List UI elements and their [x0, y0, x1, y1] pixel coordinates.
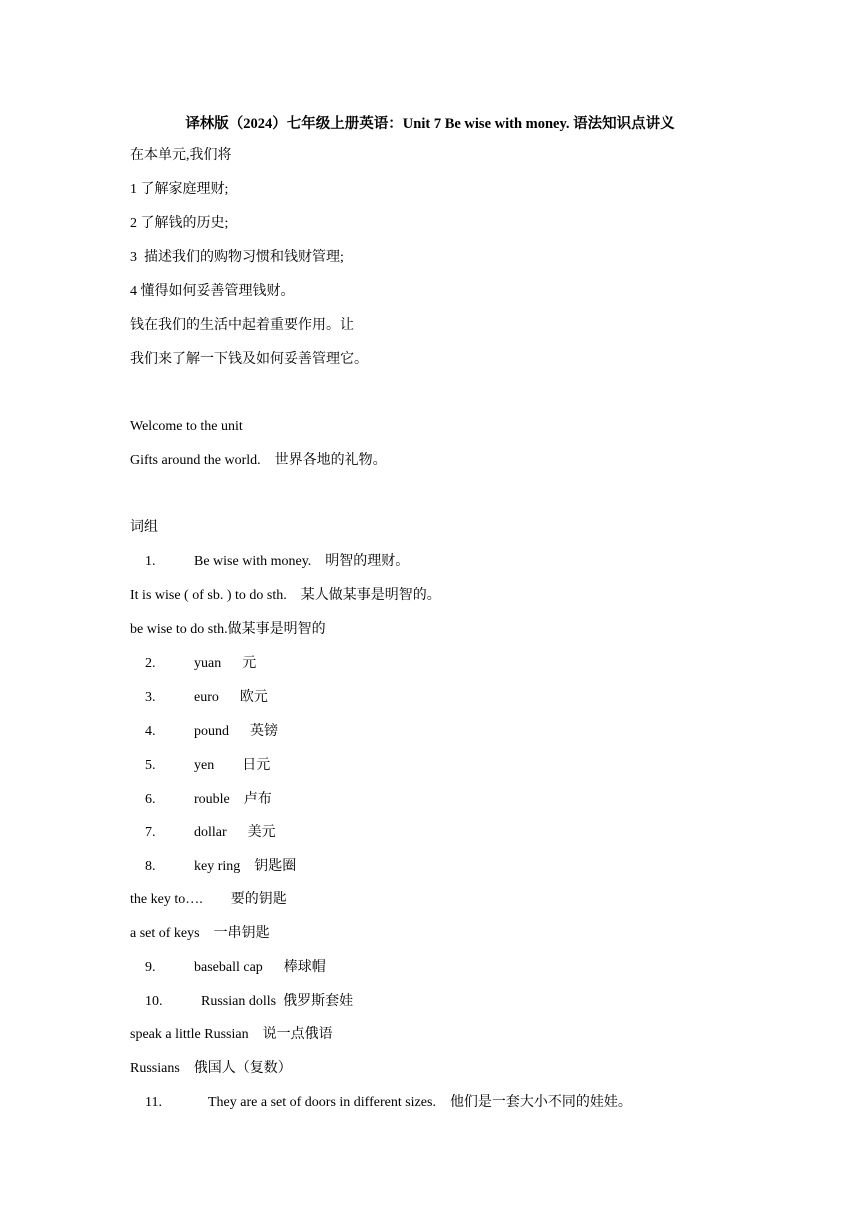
note-line: speak a little Russian 说一点俄语: [130, 1027, 333, 1042]
item-number: 5.: [145, 758, 156, 773]
item-text: Russian dolls 俄罗斯套娃: [201, 994, 354, 1009]
intro-line: 我们来了解一下钱及如何妥善管理它。: [130, 352, 368, 367]
note-line: a set of keys 一串钥匙: [130, 926, 270, 941]
item-text: They are a set of doors in different sizes. 他们是一套大小不同的娃娃。: [208, 1095, 632, 1110]
item-number: 9.: [145, 960, 156, 975]
list-item: [130, 756, 270, 776]
item-number: 11.: [145, 1095, 162, 1110]
item-text: yen 日元: [194, 758, 271, 773]
item-number: 10.: [145, 994, 163, 1009]
list-item: [130, 1093, 632, 1113]
item-number: 4.: [145, 724, 156, 739]
intro-line: 2 了解钱的历史;: [130, 216, 229, 231]
list-item: [130, 958, 326, 978]
intro-line: 3 描述我们的购物习惯和钱财管理;: [130, 250, 344, 265]
note-line: be wise to do sth.做某事是明智的: [130, 622, 326, 637]
item-number: 3.: [145, 690, 156, 705]
list-item: [130, 857, 296, 877]
item-text: euro 欧元: [194, 690, 268, 705]
item-text: rouble 卢布: [194, 792, 272, 807]
phrases-heading: 词组: [130, 520, 158, 535]
note-line: It is wise ( of sb. ) to do sth. 某人做某事是明智的。: [130, 588, 441, 603]
intro-line: 4 懂得如何妥善管理钱财。: [130, 284, 295, 299]
list-item: [130, 722, 278, 742]
item-number: 8.: [145, 859, 156, 874]
list-item: [130, 790, 272, 810]
intro-line: 钱在我们的生活中起着重要作用。让: [130, 318, 354, 333]
item-number: 2.: [145, 656, 156, 671]
welcome-line: Gifts around the world. 世界各地的礼物。: [130, 453, 387, 468]
item-number: 7.: [145, 825, 156, 840]
item-text: dollar 美元: [194, 825, 276, 840]
note-line: the key to…. 要的钥匙: [130, 892, 287, 907]
item-text: key ring 钥匙圈: [194, 859, 297, 874]
document-title: 译林版（2024）七年级上册英语：Unit 7 Be wise with money. 语法知识点讲义: [185, 116, 675, 132]
list-item: [130, 552, 409, 572]
list-item: [130, 654, 256, 674]
list-item: [130, 823, 276, 843]
item-number: 1.: [145, 554, 156, 569]
item-text: baseball cap 棒球帽: [194, 960, 326, 975]
item-text: yuan 元: [194, 656, 257, 671]
note-line: Russians 俄国人（复数）: [130, 1061, 292, 1076]
item-text: pound 英镑: [194, 724, 278, 739]
intro-line: 在本单元,我们将: [130, 148, 232, 163]
list-item: [130, 992, 353, 1012]
intro-line: 1 了解家庭理财;: [130, 182, 229, 197]
item-number: 6.: [145, 792, 156, 807]
list-item: [130, 688, 268, 708]
item-text: Be wise with money. 明智的理财。: [194, 554, 410, 569]
welcome-heading: Welcome to the unit: [130, 419, 243, 434]
